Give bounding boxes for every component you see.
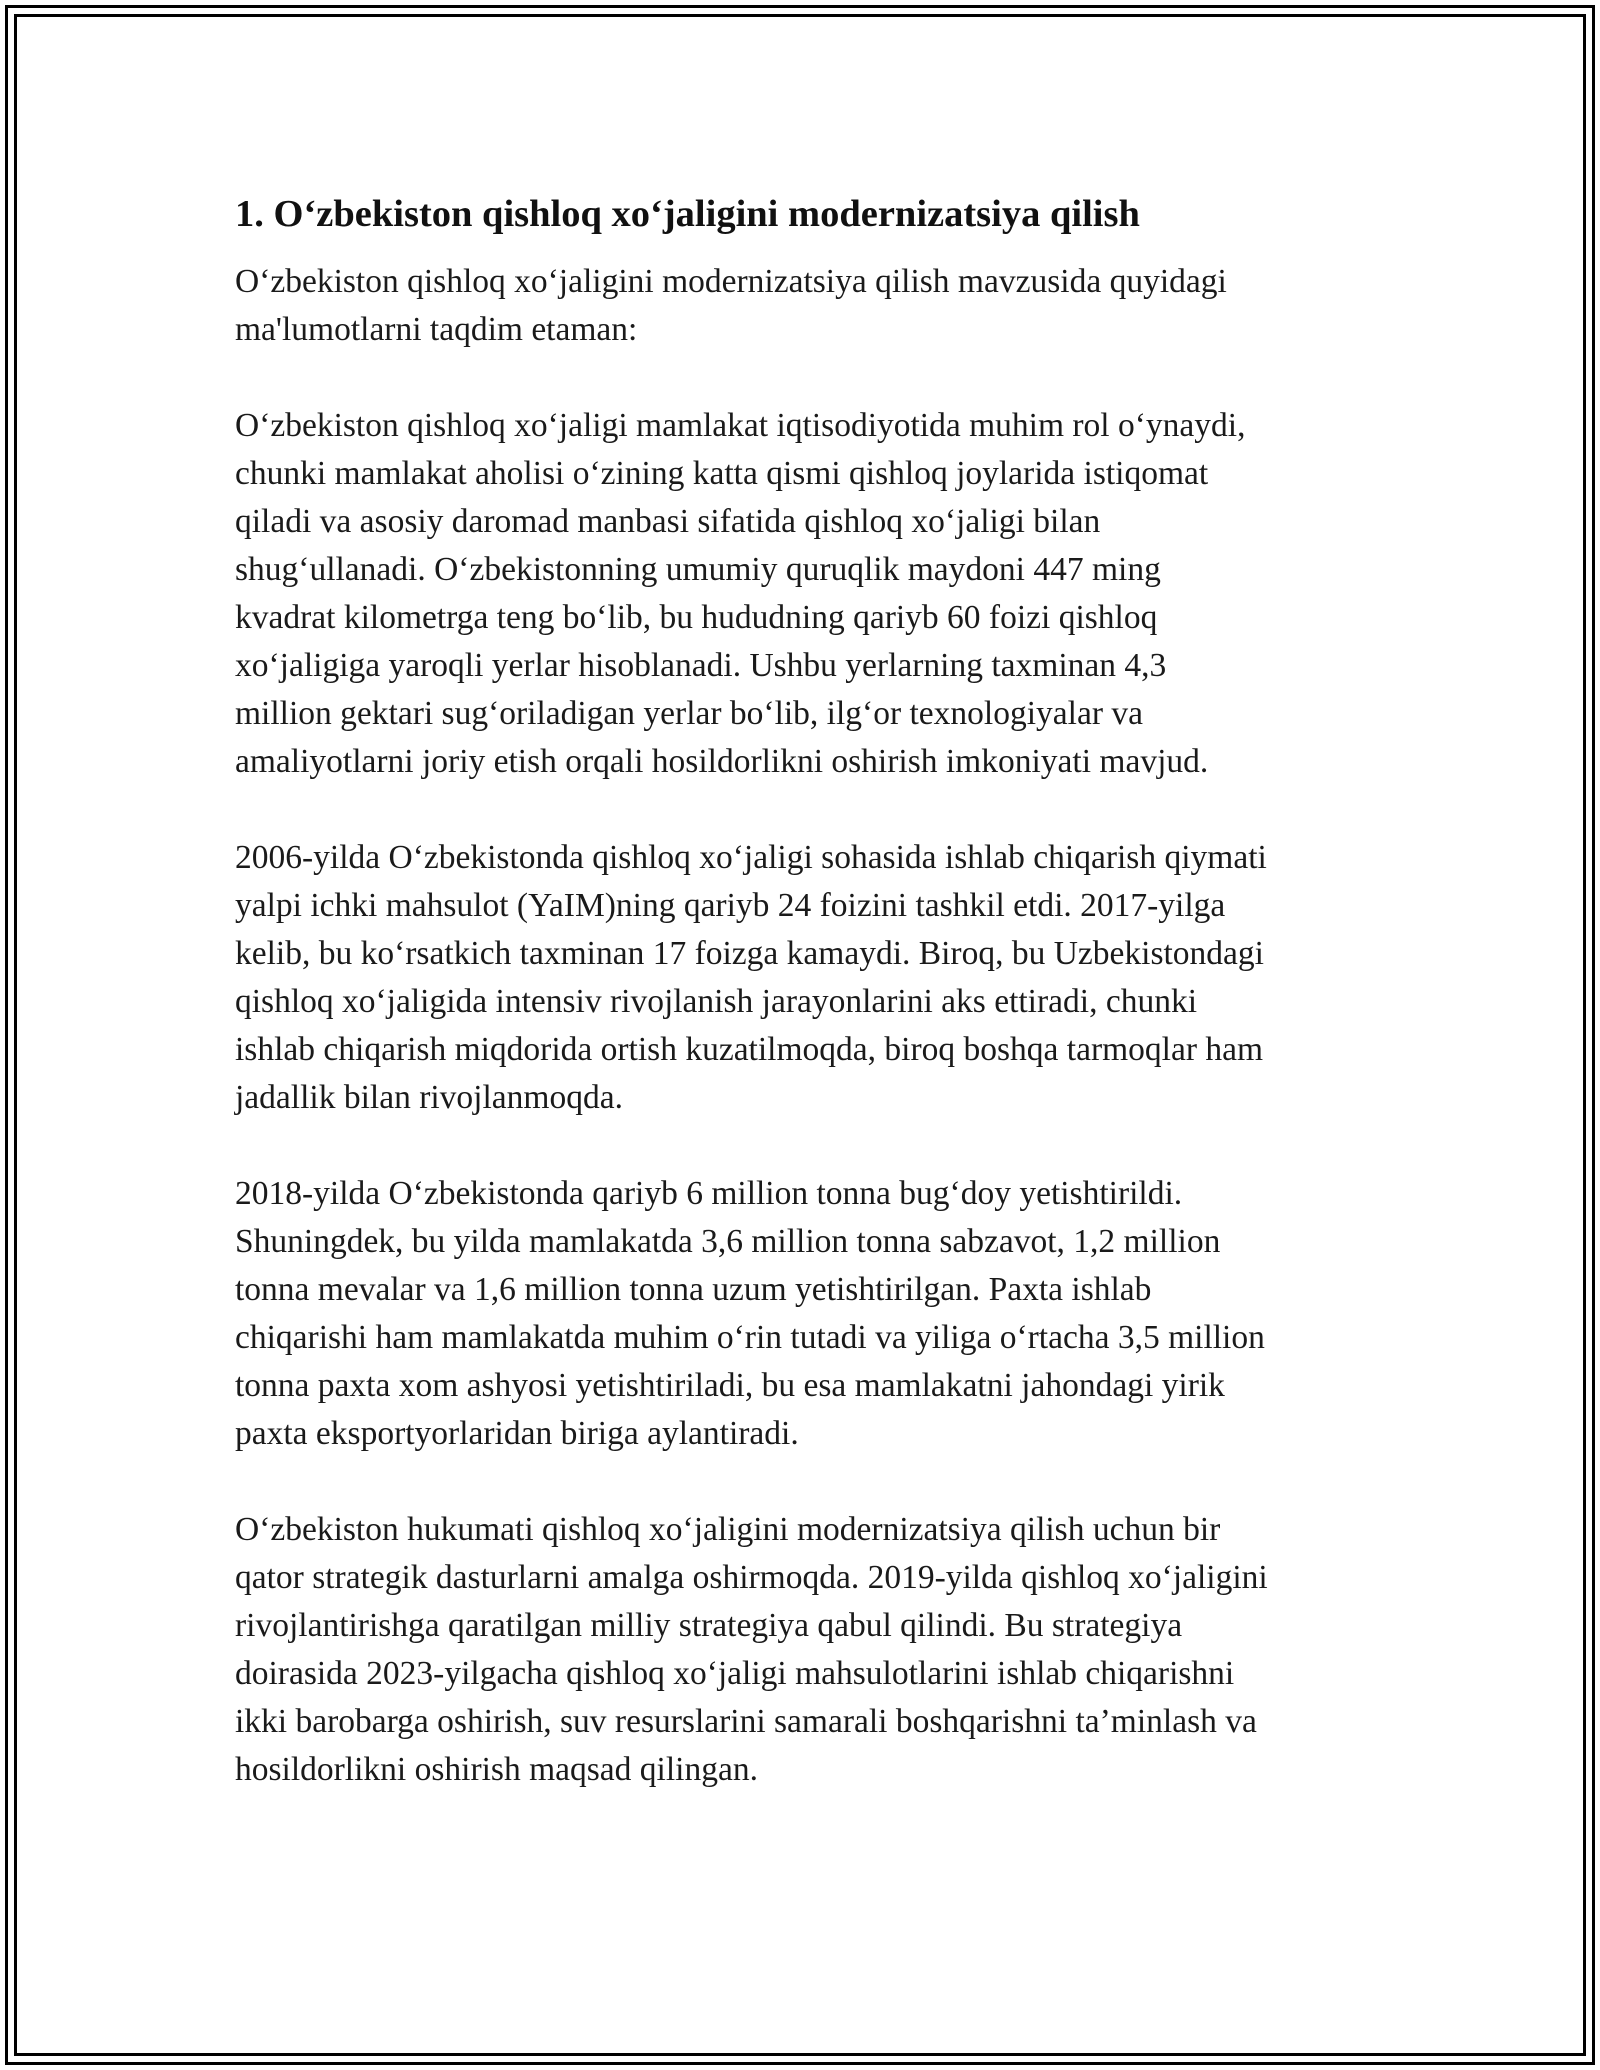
text-line: O‘zbekiston qishloq xo‘jaligini modernizatsiya qilish mavzusida quyidagi (235, 263, 1227, 300)
production-paragraph (235, 1170, 1380, 1458)
text-line: kelib, bu ko‘rsatkich taxminan 17 foizga kamaydi. Biroq, bu Uzbekistondagi (235, 935, 1264, 972)
text-line: 2018-yilda O‘zbekistonda qariyb 6 million tonna bug‘doy yetishtirildi. (235, 1175, 1183, 1212)
text-line: yalpi ichki mahsulot (YaIM)ning qariyb 24 foizini tashkil etdi. 2017-yilga (235, 887, 1226, 924)
text-line: paxta eksportyorlaridan biriga aylantiradi. (235, 1415, 799, 1452)
text-line: tonna mevalar va 1,6 million tonna uzum yetishtirilgan. Paxta ishlab (235, 1271, 1152, 1308)
text-line: tonna paxta xom ashyosi yetishtiriladi, bu esa mamlakatni jahondagi yirik (235, 1367, 1225, 1404)
text-line: ma'lumotlarni taqdim etaman: (235, 311, 638, 348)
text-line: million gektari sug‘oriladigan yerlar bo‘lib, ilg‘or texnologiyalar va (235, 695, 1143, 732)
text-line: xo‘jaligiga yaroqli yerlar hisoblanadi. Ushbu yerlarning taxminan 4,3 (235, 647, 1167, 684)
text-line: rivojlantirishga qaratilgan milliy strategiya qabul qilindi. Bu strategiya (235, 1607, 1183, 1644)
text-line: O‘zbekiston qishloq xo‘jaligi mamlakat iqtisodiyotida muhim rol o‘ynaydi, (235, 407, 1246, 444)
section-heading: 1. O‘zbekiston qishloq xo‘jaligini modernizatsiya qilish (235, 193, 1140, 235)
text-line: amaliyotlarni joriy etish orqali hosildorlikni oshirish imkoniyati mavjud. (235, 743, 1209, 780)
text-line: hosildorlikni oshirish maqsad qilingan. (235, 1751, 758, 1788)
text-line: doirasida 2023-yilgacha qishloq xo‘jaligi mahsulotlarini ishlab chiqarishni (235, 1655, 1235, 1692)
text-line: 2006-yilda O‘zbekistonda qishloq xo‘jaligi sohasida ishlab chiqarish qiymati (235, 839, 1267, 876)
overview-paragraph (235, 402, 1380, 786)
text-line: kvadrat kilometrga teng bo‘lib, bu hududning qariyb 60 foizi qishloq (235, 599, 1158, 636)
text-line: jadallik bilan rivojlanmoqda. (235, 1079, 623, 1116)
strategy-paragraph (235, 1506, 1380, 1794)
text-line: ikki barobarga oshirish, suv resurslarini samarali boshqarishni ta’minlash va (235, 1703, 1257, 1740)
text-line: qiladi va asosiy daromad manbasi sifatida qishloq xo‘jaligi bilan (235, 503, 1101, 540)
text-line: qishloq xo‘jaligida intensiv rivojlanish jarayonlarini aks ettiradi, chunki (235, 983, 1197, 1020)
intro-paragraph (235, 258, 1380, 354)
text-line: ishlab chiqarish miqdorida ortish kuzatilmoqda, biroq boshqa tarmoqlar ham (235, 1031, 1264, 1068)
text-line: O‘zbekiston hukumati qishloq xo‘jaligini modernizatsiya qilish uchun bir (235, 1511, 1221, 1548)
text-line: shug‘ullanadi. O‘zbekistonning umumiy quruqlik maydoni 447 ming (235, 551, 1161, 588)
document-body (235, 188, 1380, 1842)
text-line: chunki mamlakat aholisi o‘zining katta qismi qishloq joylarida istiqomat (235, 455, 1209, 492)
text-line: qator strategik dasturlarni amalga oshirmoqda. 2019-yilda qishloq xo‘jaligini (235, 1559, 1268, 1596)
text-line: Shuningdek, bu yilda mamlakatda 3,6 million tonna sabzavot, 1,2 million (235, 1223, 1221, 1260)
gdp-share-paragraph (235, 834, 1380, 1122)
text-line: chiqarishi ham mamlakatda muhim o‘rin tutadi va yiliga o‘rtacha 3,5 million (235, 1319, 1265, 1356)
